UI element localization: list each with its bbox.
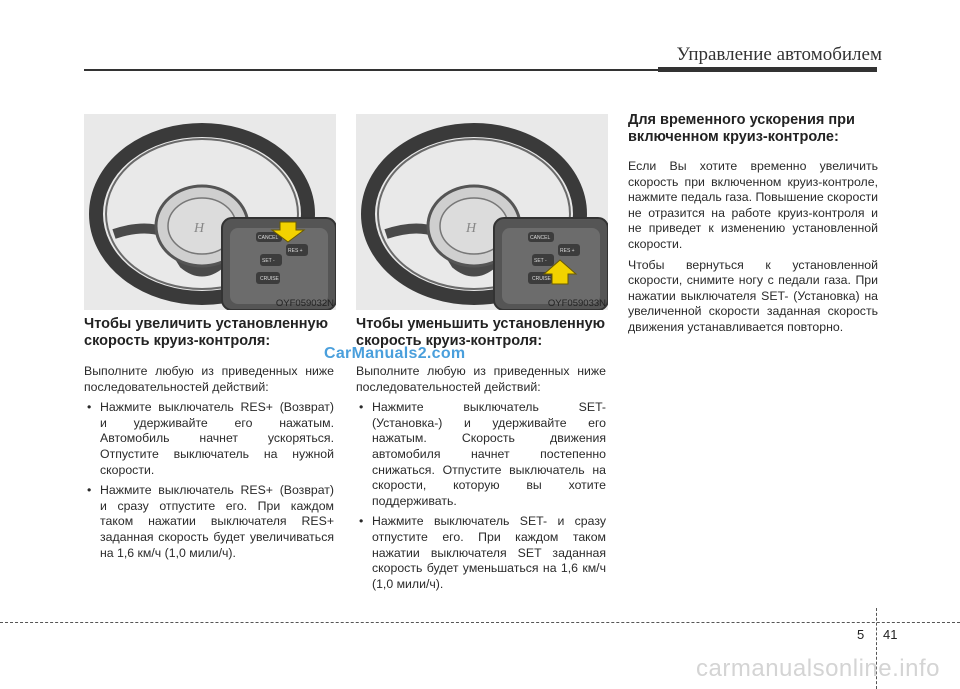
svg-text:RES +: RES + [288,248,303,254]
figure-code: OYF059033N [547,298,606,309]
section-intro: Выполните любую из приведенных ниже последовательностей действий: [356,364,606,394]
svg-text:RES +: RES + [560,248,575,254]
figure-code: OYF059032N [275,298,334,309]
page-number: 41 [883,627,898,642]
svg-text:CRUISE: CRUISE [532,276,551,282]
svg-text:SET -: SET - [262,258,275,264]
svg-text:H: H [466,221,477,236]
header-rule [84,69,660,71]
section-heading: Чтобы увеличить установленную скорость круиз-контроля: [84,316,328,349]
svg-text:SET -: SET - [534,258,547,264]
list-item: • Нажмите выключатель RES+ (Возврат) и удерживайте его нажатым. Автомобиль начнет ускоряться. Отпустите выключатель на нужной скорости. [84,400,334,478]
steering-wheel-illustration [84,114,336,310]
footer-divider [0,622,960,623]
column-temporary-acceleration [628,112,878,336]
list-item: • Нажмите выключатель SET- (Установка-) и удерживайте его нажатым. Скорость движения автомобиля начнет постепенно снижаться. Отпустите выключатель на скорости, которую вы хотите поддерживать. [356,400,606,509]
column-increase [84,316,334,561]
svg-text:CRUISE: CRUISE [260,276,279,282]
watermark-link[interactable]: CarManuals2.com [324,345,466,362]
site-watermark[interactable]: carmanualsonline.info [696,655,940,682]
paragraph: Если Вы хотите временно увеличить скорость при включенном круиз-контроле, нажмите педаль газа. Повышение скорости не отразится на работе круиз-контроля и не приведет к изменению установленной скорости. [628,159,878,251]
header-title: Управление автомобилем [676,44,882,65]
svg-text:CANCEL: CANCEL [258,235,279,241]
section-intro: Выполните любую из приведенных ниже последовательностей действий: [84,364,334,394]
steering-wheel-illustration [356,114,608,310]
list-item: • Нажмите выключатель SET- и сразу отпустите его. При каждом таком нажатии выключателя SET заданная скорость будет уменьшаться на 1,6 км/ч (1,0 мили/ч). [356,514,606,592]
steering-wheel-figure-decrease [356,114,608,310]
svg-text:H: H [194,221,205,236]
header-rule-thick [658,67,877,72]
paragraph: Чтобы вернуться к установленной скорости, снимите ногу с педали газа. При нажатии выключателя SET- (Установка) на увеличенной скорости заданная скорость движения устанавливается повторно. [628,257,878,334]
list-item: • Нажмите выключатель RES+ (Возврат) и сразу отпустите его. При каждом таком нажатии выключателя RES+ заданная скорость будет увеличиваться на 1,6 км/ч (1,0 мили/ч). [84,483,334,561]
chapter-number: 5 [857,627,865,642]
section-heading: Для временного ускорения при включенном круиз-контроле: [628,112,855,145]
steering-wheel-figure-increase [84,114,336,310]
svg-text:CANCEL: CANCEL [530,235,551,241]
section-heading: Чтобы уменьшить установленную скорость круиз-контроля: [356,316,606,349]
